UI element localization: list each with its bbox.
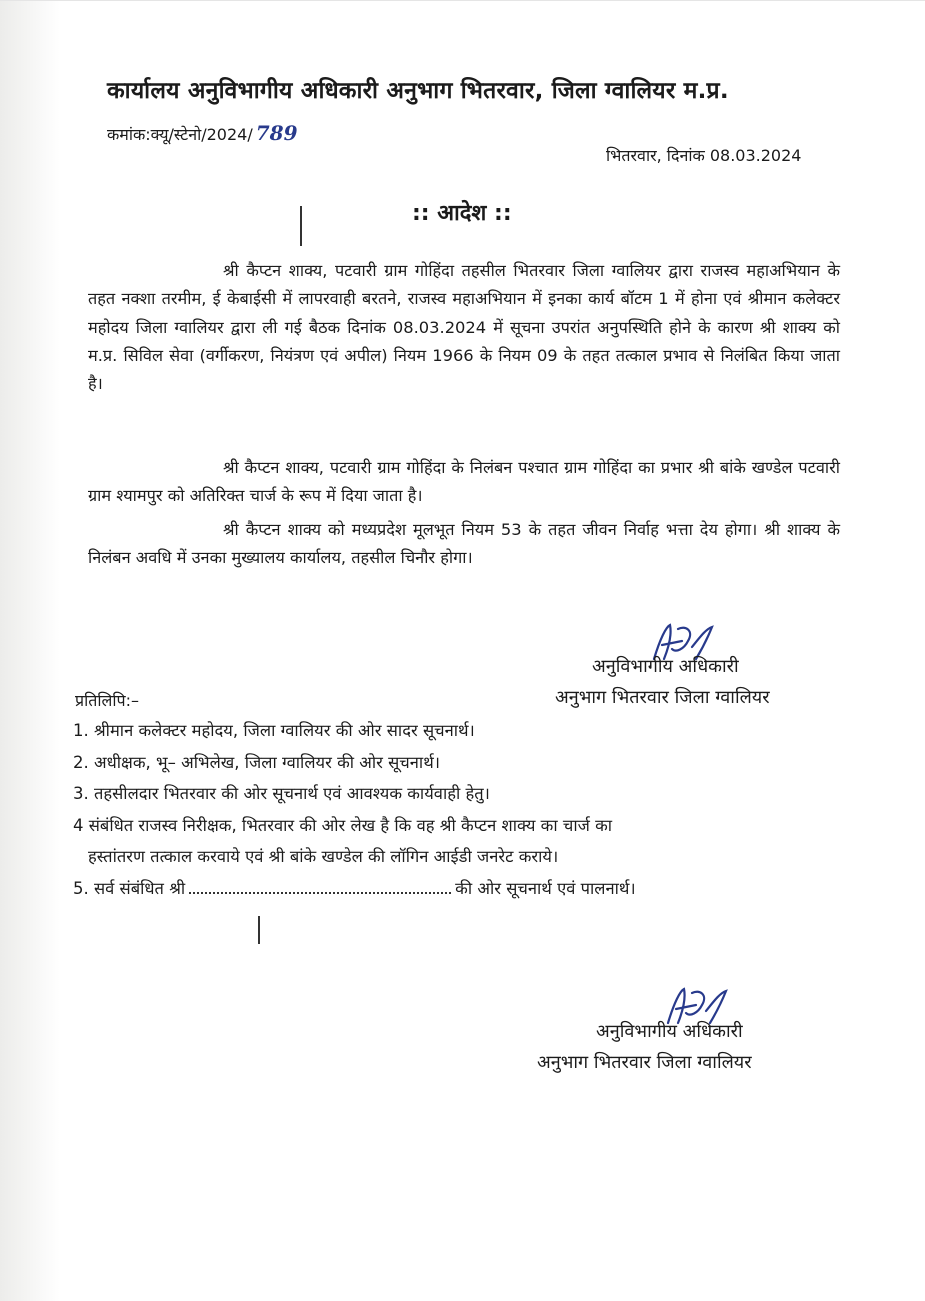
blank-dotted-line [189, 884, 451, 894]
copies-label: प्रतिलिपि:– [75, 691, 139, 710]
copy-item-2: 2. अधीक्षक, भू– अभिलेख, जिला ग्वालियर की ओर सूचनार्थ। [73, 752, 441, 772]
order-title: :: आदेश :: [412, 201, 512, 226]
reference-number [107, 121, 297, 145]
copy-item-1: 1. श्रीमान कलेक्टर महोदय, जिला ग्वालियर की ओर सादर सूचनार्थ। [73, 721, 475, 740]
order-paragraph-1: श्री कैप्टन शाक्य, पटवारी ग्राम गोहिंदा तहसील भितरवार जिला ग्वालियर द्वारा राजस्व महाअभियान के तहत नक्शा तरमीम, ई केबाईसी में लापरवाही बरतने, राजस्व महाअभियान में इनका कार्य बॉटम 1 में होना एवं श्रीमान कलेक्टर महोदय जिला ग्वालियर द्वारा ली गई बैठक दिनांक 08.03.2024 में सूचना उपरांत अनुपस्थिति होने के कारण श्री शाक्य को म.प्र. सिविल सेवा (वर्गीकरण, नियंत्रण एवं अपील) नियम 1966 के नियम 09 के तहत तत्काल प्रभाव से निलंबित किया जाता है। [88, 261, 840, 394]
signatory-office-2: अनुभाग भितरवार जिला ग्वालियर [537, 1052, 752, 1073]
reference-prefix: कमांक:क्यू/स्टेनो/2024/ [107, 125, 253, 144]
copy-item-5-end: की ओर सूचनार्थ एवं पालनार्थ। [455, 878, 636, 898]
copy-item-5-start: 5. सर्व संबंधित श्री [73, 878, 186, 898]
copy-item-3: 3. तहसीलदार भितरवार की ओर सूचनार्थ एवं आवश्यक कार्यवाही हेतु। [73, 784, 490, 803]
copies-list [73, 715, 833, 904]
scan-edge-shadow [0, 1, 60, 1301]
scan-mark-2 [258, 916, 260, 944]
scan-mark [300, 206, 302, 246]
signatory-designation-1: अनुविभागीय अधिकारी [592, 656, 739, 677]
order-paragraph-2: श्री कैप्टन शाक्य, पटवारी ग्राम गोहिंदा के निलंबन पश्चात ग्राम गोहिंदा का प्रभार श्री बांके खण्डेल पटवारी ग्राम श्यामपुर को अतिरिक्त चार्ज के रूप में दिया जाता है। [88, 458, 840, 506]
copy-item-4: 4 संबंधित राजस्व निरीक्षक, भितरवार की ओर लेख है कि वह श्री कैप्टन शाक्य का चार्ज का [73, 815, 613, 835]
order-paragraph-3: श्री कैप्टन शाक्य को मध्यप्रदेश मूलभूत नियम 53 के तहत जीवन निर्वाह भत्ता देय होगा। श्री शाक्य के निलंबन अवधि में उनका मुख्यालय कार्यालय, तहसील चिनौर होगा। [88, 520, 840, 568]
copy-item-5 [73, 873, 833, 905]
signatory-designation-2: अनुविभागीय अधिकारी [596, 1021, 743, 1042]
place-date: भितरवार, दिनांक 08.03.2024 [606, 146, 802, 165]
office-title: कार्यालय अनुविभागीय अधिकारी अनुभाग भितरवार, जिला ग्वालियर म.प्र. [107, 78, 729, 104]
copy-item-4-continued: हस्तांतरण तत्काल करवाये एवं श्री बांके खण्डेल की लॉगिन आईडी जनरेट कराये। [88, 847, 559, 866]
reference-handwritten-number: 789 [255, 121, 298, 145]
signatory-office-1: अनुभाग भितरवार जिला ग्वालियर [555, 687, 770, 708]
